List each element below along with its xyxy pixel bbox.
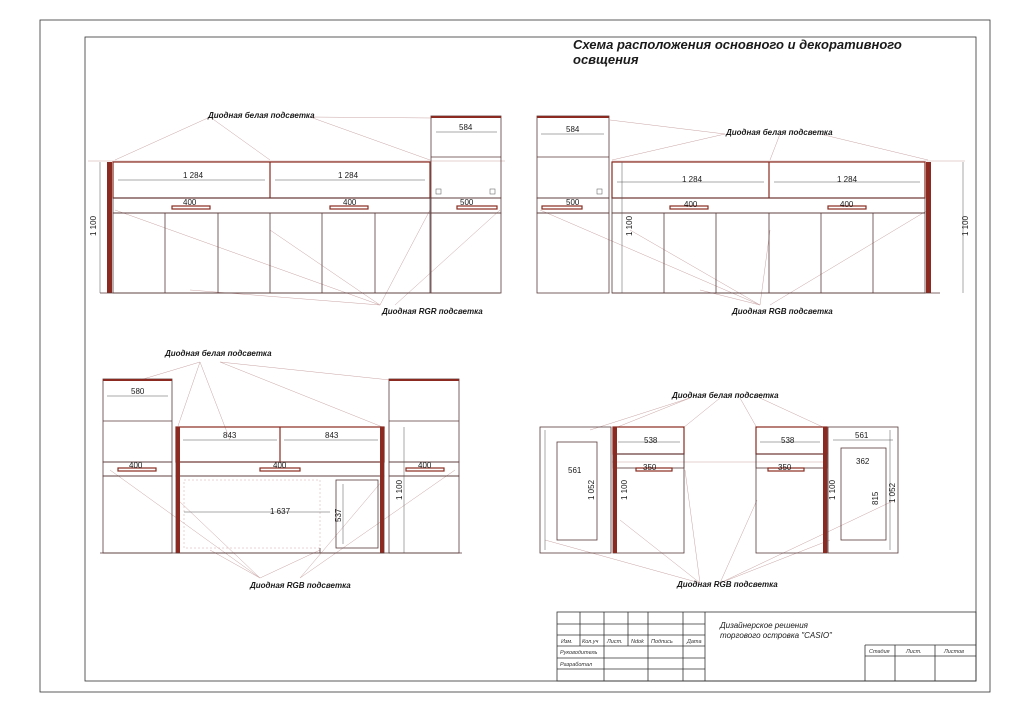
view-3-label-rgb-light: Диодная RGB подсветка [250,581,351,590]
tb-col-ndok: Ndok [631,639,644,645]
view-3-right-tower [389,379,459,462]
view-1-dim-584: 584 [459,123,473,132]
view-2-label-white-light: Диодная белая подсветка [726,128,833,137]
view-2-dim-1100-inner: 1 100 [625,215,634,236]
view-4-dim-561-left: 561 [568,466,582,475]
view-2-dim-1100-outer: 1 100 [961,215,970,236]
view-2-dim-1284-right: 1 284 [837,175,858,184]
tb-project-line-2: торгового островка "CASIO" [720,631,832,640]
view-4-section-right [756,427,827,553]
view-2-front-elevation [537,116,970,316]
view-2-dim-584: 584 [566,125,580,134]
tb-col-izm: Изм. [561,639,573,645]
view-2-dim-1284-left: 1 284 [682,175,703,184]
view-2-label-rgb-light: Диодная RGB подсветка [732,307,833,316]
view-1-dim-1100: 1 100 [89,215,98,236]
tb-col-koluch: Кол.уч [582,639,599,645]
view-2-dim-400-right: 400 [840,200,854,209]
tb-list: Лист. [906,649,922,655]
view-1-label-white-light: Диодная белая подсветка [208,111,315,120]
tb-col-list: Лист. [607,639,623,645]
view-4-dim-538-left: 538 [644,436,658,445]
view-3-dim-400-left: 400 [129,461,143,470]
view-3-dim-400-center: 400 [273,461,287,470]
title-line-2: освщения [573,52,639,67]
view-1-front-elevation [88,111,505,316]
view-3-dim-1100: 1 100 [395,479,404,500]
view-4-side-panel-left [540,427,611,553]
view-4-label-rgb-light: Диодная RGB подсветка [677,580,778,589]
view-3-label-white-light: Диодная белая подсветка [165,349,272,358]
view-4-dim-1100-right: 1 100 [828,479,837,500]
title-block [557,612,976,681]
view-4-dim-362: 362 [856,457,870,466]
view-4-leader-lines [545,398,895,583]
view-1-dim-1284-right: 1 284 [338,171,359,180]
view-1-dim-400-right: 400 [343,198,357,207]
view-4-dim-561-right: 561 [855,431,869,440]
inner-frame [85,37,976,681]
view-1-dim-1284-left: 1 284 [183,171,204,180]
view-3-dim-537: 537 [334,508,343,522]
tb-row-ruk: Руководитель [560,650,598,656]
view-4-dim-1100-left: 1 100 [620,479,629,500]
view-3-dim-400-right: 400 [418,461,432,470]
tb-col-data: Дата [687,639,702,645]
view-2-lower-cabinet [612,213,925,293]
view-1-label-rgb-light: Диодная RGR подсветка [382,307,483,316]
tb-project-line-1: Дизайнерское решения [720,621,808,630]
view-4-label-white-light: Диодная белая подсветка [672,391,779,400]
view-2-dim-400-left: 400 [684,200,698,209]
tb-row-razrab: Разработал [560,662,593,668]
view-4-dim-350-right: 350 [778,463,792,472]
view-3-front-elevation [100,349,462,590]
view-3-dim-843-left: 843 [223,431,237,440]
view-1-leader-lines [115,117,500,305]
view-4-dim-1052-right: 1 052 [888,482,897,503]
view-4-dim-815: 815 [871,491,880,505]
view-1-dim-400-left: 400 [183,198,197,207]
tb-stadiya: Стадия [869,649,890,655]
view-3-leader-lines [110,362,455,578]
view-2-right-post [926,162,931,293]
view-2-leader-lines [540,120,928,305]
view-1-dim-500: 500 [460,198,474,207]
tb-listov: Листов [944,649,965,655]
view-3-dim-1637: 1 637 [270,507,291,516]
view-4-side-elevations [540,391,898,589]
view-3-dim-843-right: 843 [325,431,339,440]
view-4-dim-538-right: 538 [781,436,795,445]
view-3-dim-580: 580 [131,387,145,396]
tb-col-podpis: Подпись [651,639,673,645]
title-line-1: Схема расположения основного и декоративного [573,37,902,52]
view-4-dim-350-left: 350 [643,463,657,472]
view-1-lower-cabinet [113,213,430,293]
view-1-left-post [107,162,112,293]
view-4-dim-1052-left: 1 052 [587,479,596,500]
view-2-dim-500: 500 [566,198,580,207]
